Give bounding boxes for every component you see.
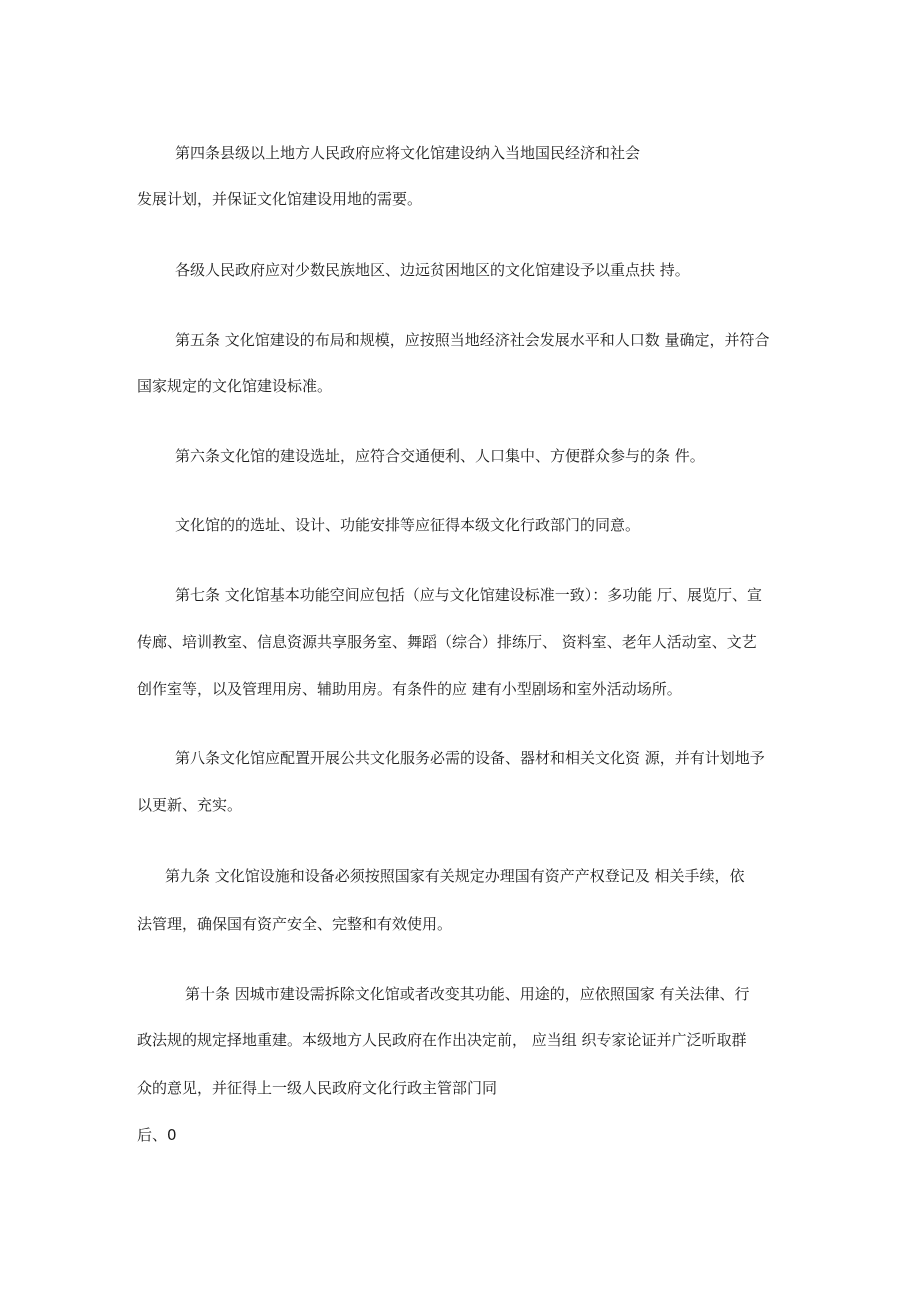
text-line: 各级人民政府应对少数民族地区、边远贫困地区的文化馆建设予以重点扶 持。 xyxy=(175,261,690,279)
text-line: 创作室等，以及管理用房、辅助用房。有条件的应 建有小型剧场和室外活动场所。 xyxy=(137,680,682,698)
text-line: 传廊、培训教室、信息资源共享服务室、舞蹈（综合）排练厅、 资料室、老年人活动室、文艺 xyxy=(137,633,757,651)
text-line: 众的意见，并征得上一级人民政府文化行政主管部门同 xyxy=(137,1079,498,1097)
text-line: 发展计划，并保证文化馆建设用地的需要。 xyxy=(137,190,423,208)
text-line: 政法规的规定择地重建。本级地方人民政府在作出决定前， 应当组 织专家论证并广泛听取群 xyxy=(137,1031,747,1049)
text-line: 文化馆的的选址、设计、功能安排等应征得本级文化行政部门的同意。 xyxy=(175,516,641,534)
text-line: 法管理，确保国有资产安全、完整和有效使用。 xyxy=(137,915,453,933)
text-line: 第八条文化馆应配置开展公共文化服务必需的设备、器材和相关文化资 源，并有计划地予 xyxy=(175,749,765,767)
text-line: 第六条文化馆的建设选址，应符合交通便利、人口集中、方便群众参与的条 件。 xyxy=(175,447,705,465)
text-line: 以更新、充实。 xyxy=(137,796,243,814)
text-line: 第四条县级以上地方人民政府应将文化馆建设纳入当地国民经济和社会 xyxy=(175,144,641,162)
text-line: 第十条 因城市建设需拆除文化馆或者改变其功能、用途的，应依照国家 有关法律、行 xyxy=(185,985,750,1003)
text-line: 第七条 文化馆基本功能空间应包括（应与文化馆建设标准一致）：多功能 厅、展览厅、宣 xyxy=(175,586,763,604)
text-line: 第九条 文化馆设施和设备必须按照国家有关规定办理国有资产产权登记及 相关手续，依 xyxy=(165,867,745,885)
text-line: 国家规定的文化馆建设标准。 xyxy=(137,377,333,395)
text-line: 后、0 xyxy=(137,1126,177,1144)
text-line: 第五条 文化馆建设的布局和规模，应按照当地经济社会发展水平和人口数 量确定，并符合 xyxy=(175,331,770,349)
